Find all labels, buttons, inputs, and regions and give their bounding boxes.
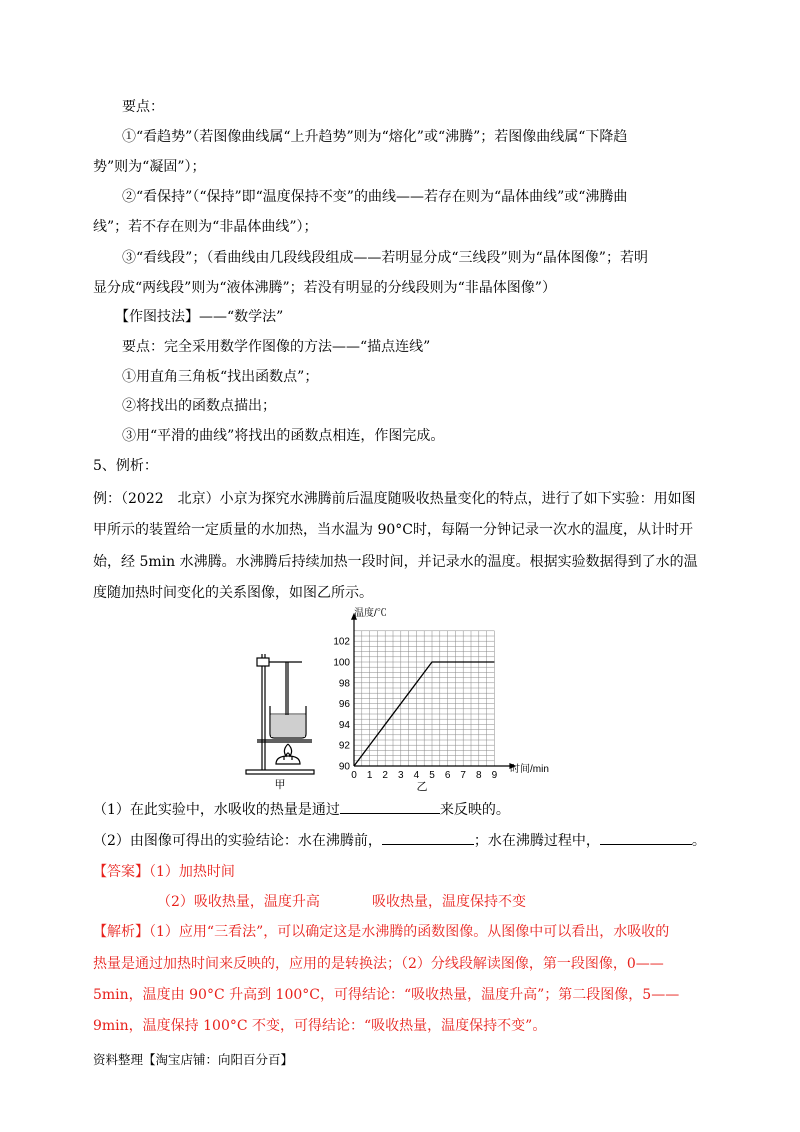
technique-step-1: ①用直角三角板“找出函数点”；: [122, 369, 319, 385]
answer-line-2a: （2）吸收热量，温度升高: [157, 894, 320, 910]
footer-source: 资料整理【淘宝店铺：向阳百分百】: [93, 1052, 294, 1067]
analysis-line-1: 【解析】（1）应用“三看法”，可以确定这是水沸腾的函数图像。从图像中可以看出，水吸收的: [93, 924, 670, 940]
y-tick-label: 102: [333, 636, 350, 648]
x-tick-label: 6: [444, 770, 451, 781]
y-axis-label: 温度/℃: [354, 608, 387, 619]
y-tick-label: 90: [338, 761, 350, 773]
technique-step-2: ②将找出的函数点描出；: [122, 398, 276, 414]
question-1: [93, 799, 510, 820]
point-2-line-1: ②“看保持”（“保持”即“温度保持不变”的曲线——若存在则为“晶体曲线”或“沸腾曲: [122, 189, 628, 205]
y-tick-label: 94: [338, 719, 350, 731]
x-tick-label: 7: [460, 770, 466, 781]
question-2-end: 。: [691, 833, 706, 849]
analysis-line-3: 5min，温度由 90°C 升高到 100°C，可得结论：“吸收热量，温度升高”；第二段图像，5——: [93, 987, 680, 1003]
technique-title: 【作图技法】——“数学法”: [115, 309, 284, 325]
apparatus-figure: [240, 640, 320, 790]
example-line-3: 始，经 5min 水沸腾。水沸腾后持续加热一段时间，并记录水的温度。根据实验数据得到了水的温: [93, 554, 698, 570]
technique-points: 要点：完全采用数学作图像的方法——“描点连线”: [122, 339, 431, 355]
answer-line-1: 【答案】（1）加热时间: [93, 864, 235, 880]
question-2-blank-1[interactable]: [382, 830, 474, 845]
example-line-1: 例：（2022 北京）小京为探究水沸腾前后温度随吸收热量变化的特点，进行了如下实验：用如图: [93, 491, 696, 507]
temperature-chart: [328, 600, 558, 795]
x-axis-label: 时间/min: [510, 764, 549, 775]
x-tick-label: 5: [429, 770, 435, 781]
section-heading: 5、例析：: [93, 458, 158, 474]
y-tick-label: 98: [338, 678, 350, 690]
point-1-line-1: ①“看趋势”（若图像曲线属“上升趋势”则为“熔化”或“沸腾”；若图像曲线属“下降趋: [122, 129, 628, 145]
chart-label: 乙: [416, 781, 428, 793]
y-tick-label: 100: [333, 657, 350, 669]
x-tick-label: 0: [351, 770, 357, 781]
x-tick-label: 4: [413, 770, 420, 781]
question-2-mid: ；水在沸腾过程中，: [473, 833, 600, 849]
analysis-line-2: 热量是通过加热时间来反映的，应用的是转换法；（2）分线段解读图像，第一段图像，0——: [93, 956, 664, 972]
x-tick-label: 3: [398, 770, 404, 781]
example-line-4: 度随加热时间变化的关系图像，如图乙所示。: [93, 585, 373, 601]
answer-line-2b: 吸收热量，温度保持不变: [372, 894, 526, 910]
points-heading: 要点：: [122, 99, 164, 115]
y-tick-label: 92: [338, 740, 350, 752]
question-1-end: 来反映的。: [439, 802, 510, 818]
x-tick-label: 8: [476, 770, 482, 781]
technique-step-3: ③用“平滑的曲线”将找出的函数点相连，作图完成。: [122, 428, 445, 444]
question-1-blank[interactable]: [340, 799, 440, 814]
point-3-line-2: 显分成“两线段”则为“液体沸腾”；若没有明显的分线段则为“非晶体图像”）: [93, 280, 556, 296]
x-tick-label: 9: [491, 770, 498, 781]
x-tick-label: 1: [366, 770, 373, 781]
example-line-2: 甲所示的装置给一定质量的水加热，当水温为 90°C时，每隔一分钟记录一次水的温度，从计时开: [93, 522, 693, 538]
question-2: [93, 830, 706, 851]
question-1-text: （1）在此实验中，水吸收的热量是通过: [93, 802, 340, 818]
point-2-line-2: 线”；若不存在则为“非晶体曲线”）；: [93, 219, 318, 235]
point-3-line-1: ③“看线段”；（看曲线由几段线段组成——若明显分成“三线段”则为“晶体图像”；若明: [122, 250, 648, 266]
analysis-line-4: 9min，温度保持 100°C 不变，可得结论：“吸收热量，温度保持不变”。: [93, 1018, 547, 1034]
point-1-line-2: 势”则为“凝固”）；: [93, 159, 206, 175]
chart-grid: [354, 631, 494, 766]
x-tick-label: 2: [382, 770, 388, 781]
question-2-blank-2[interactable]: [600, 830, 692, 845]
y-tick-label: 96: [338, 699, 350, 711]
apparatus-label: 甲: [274, 779, 286, 790]
question-2-text: （2）由图像可得出的实验结论：水在沸腾前，: [93, 833, 382, 849]
